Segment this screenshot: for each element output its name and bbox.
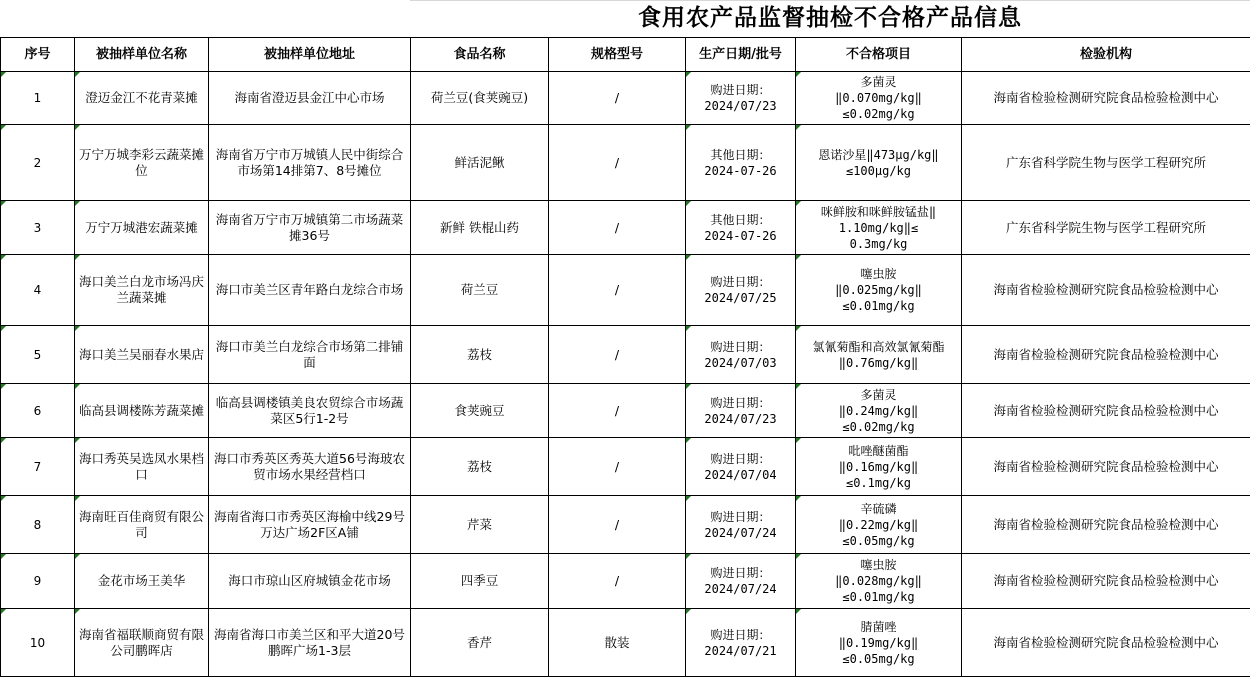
cell-comment-marker xyxy=(1,255,6,260)
cell-unit-name: 海口秀英吴选凤水果档口 xyxy=(75,438,209,496)
header-food-name: 食品名称 xyxy=(411,38,549,72)
cell-date: 购进日期： 2024/07/24 xyxy=(686,554,796,609)
cell-comment-marker xyxy=(686,438,691,443)
cell-unit-name: 澄迈金江不花青菜摊 xyxy=(75,72,209,125)
cell-unit-addr: 海南省万宁市万城镇人民中街综合市场第14排第7、8号摊位 xyxy=(209,125,411,201)
cell-spec: 散装 xyxy=(549,609,686,677)
cell-unit-addr: 海口市美兰白龙综合市场第二排铺面 xyxy=(209,326,411,384)
cell-org: 海南省检验检测研究院食品检验检测中心 xyxy=(962,255,1250,326)
cell-item: 多菌灵 ‖0.24mg/kg‖ ≤0.02mg/kg xyxy=(796,384,962,438)
cell-unit-name: 海南省福联顺商贸有限公司鹏晖店 xyxy=(75,609,209,677)
header-item: 不合格项目 xyxy=(796,38,962,72)
cell-comment-marker xyxy=(796,326,801,331)
cell-org: 广东省科学院生物与医学工程研究所 xyxy=(962,125,1250,201)
cell-org: 海南省检验检测研究院食品检验检测中心 xyxy=(962,438,1250,496)
cell-comment-marker xyxy=(796,438,801,443)
cell-food-name: 荷兰豆(食荚豌豆) xyxy=(411,72,549,125)
cell-item: 噻虫胺 ‖0.028mg/kg‖ ≤0.01mg/kg xyxy=(796,554,962,609)
cell-spec: / xyxy=(549,326,686,384)
cell-item: 恩诺沙星‖473μg/kg‖ ≤100μg/kg xyxy=(796,125,962,201)
cell-comment-marker xyxy=(1,125,6,130)
cell-comment-marker xyxy=(1,554,6,559)
cell-unit-addr: 海南省澄迈县金江中心市场 xyxy=(209,72,411,125)
cell-unit-addr: 海口市秀英区秀英大道56号海玻农贸市场水果经营档口 xyxy=(209,438,411,496)
cell-comment-marker xyxy=(75,72,80,77)
cell-food-name: 鲜活泥鳅 xyxy=(411,125,549,201)
cell-item: 氯氰菊酯和高效氯氰菊酯 ‖0.76mg/kg‖ xyxy=(796,326,962,384)
header-date: 生产日期/批号 xyxy=(686,38,796,72)
cell-org: 海南省检验检测研究院食品检验检测中心 xyxy=(962,609,1250,677)
table-row xyxy=(1,384,1250,438)
cell-comment-marker xyxy=(1,496,6,501)
cell-comment-marker xyxy=(1,384,6,389)
cell-date: 购进日期： 2024/07/23 xyxy=(686,384,796,438)
cell-comment-marker xyxy=(75,554,80,559)
cell-seq: 7 xyxy=(1,438,75,496)
cell-seq: 3 xyxy=(1,201,75,255)
table-row xyxy=(1,438,1250,496)
cell-food-name: 荔枝 xyxy=(411,326,549,384)
cell-food-name: 四季豆 xyxy=(411,554,549,609)
cell-comment-marker xyxy=(1,326,6,331)
cell-food-name: 荔枝 xyxy=(411,438,549,496)
cell-seq: 10 xyxy=(1,609,75,677)
table-row xyxy=(1,326,1250,384)
cell-item: 咪鲜胺和咪鲜胺锰盐‖ 1.10mg/kg‖≤ 0.3mg/kg xyxy=(796,201,962,255)
cell-unit-addr: 海口市美兰区青年路白龙综合市场 xyxy=(209,255,411,326)
cell-spec: / xyxy=(549,255,686,326)
cell-comment-marker xyxy=(1,201,6,206)
header-spec: 规格型号 xyxy=(549,38,686,72)
table-row xyxy=(1,125,1250,201)
cell-unit-addr: 海南省海口市秀英区海榆中线29号万达广场2F区A铺 xyxy=(209,496,411,554)
table-row xyxy=(1,255,1250,326)
table-row xyxy=(1,496,1250,554)
cell-comment-marker xyxy=(75,255,80,260)
cell-comment-marker xyxy=(686,384,691,389)
cell-unit-name: 海南旺百佳商贸有限公司 xyxy=(75,496,209,554)
header-org: 检验机构 xyxy=(962,38,1250,72)
cell-comment-marker xyxy=(75,201,80,206)
header-unit-addr: 被抽样单位地址 xyxy=(209,38,411,72)
cell-comment-marker xyxy=(75,438,80,443)
cell-food-name: 芹菜 xyxy=(411,496,549,554)
cell-date: 购进日期： 2024/07/03 xyxy=(686,326,796,384)
table-row xyxy=(1,201,1250,255)
cell-comment-marker xyxy=(686,609,691,614)
cell-food-name: 新鲜 铁棍山药 xyxy=(411,201,549,255)
cell-comment-marker xyxy=(686,125,691,130)
page-title: 食用农产品监督抽检不合格产品信息 xyxy=(638,5,1022,31)
cell-item: 辛硫磷 ‖0.22mg/kg‖ ≤0.05mg/kg xyxy=(796,496,962,554)
cell-spec: / xyxy=(549,125,686,201)
cell-unit-addr: 海南省海口市美兰区和平大道20号鹏晖广场1-3层 xyxy=(209,609,411,677)
cell-item: 噻虫胺 ‖0.025mg/kg‖ ≤0.01mg/kg xyxy=(796,255,962,326)
cell-date: 购进日期： 2024/07/24 xyxy=(686,496,796,554)
cell-unit-addr: 海南省万宁市万城镇第二市场蔬菜摊36号 xyxy=(209,201,411,255)
cell-date: 其他日期： 2024-07-26 xyxy=(686,125,796,201)
cell-unit-name: 临高县调楼陈芳蔬菜摊 xyxy=(75,384,209,438)
cell-food-name: 食荚豌豆 xyxy=(411,384,549,438)
cell-comment-marker xyxy=(796,554,801,559)
cell-org: 海南省检验检测研究院食品检验检测中心 xyxy=(962,384,1250,438)
cell-comment-marker xyxy=(75,384,80,389)
cell-unit-name: 万宁万城港宏蔬菜摊 xyxy=(75,201,209,255)
cell-comment-marker xyxy=(75,326,80,331)
cell-comment-marker xyxy=(75,125,80,130)
cell-comment-marker xyxy=(686,201,691,206)
table-row xyxy=(1,609,1250,677)
cell-seq: 6 xyxy=(1,384,75,438)
cell-food-name: 香芹 xyxy=(411,609,549,677)
cell-org: 海南省检验检测研究院食品检验检测中心 xyxy=(962,326,1250,384)
cell-org: 海南省检验检测研究院食品检验检测中心 xyxy=(962,496,1250,554)
cell-date: 其他日期： 2024-07-26 xyxy=(686,201,796,255)
header-seq: 序号 xyxy=(1,38,75,72)
cell-item: 腈菌唑 ‖0.19mg/kg‖ ≤0.05mg/kg xyxy=(796,609,962,677)
cell-comment-marker xyxy=(796,72,801,77)
cell-comment-marker xyxy=(686,326,691,331)
cell-item: 吡唑醚菌酯 ‖0.16mg/kg‖ ≤0.1mg/kg xyxy=(796,438,962,496)
cell-date: 购进日期： 2024/07/25 xyxy=(686,255,796,326)
cell-unit-name: 海口美兰白龙市场冯庆兰蔬菜摊 xyxy=(75,255,209,326)
cell-comment-marker xyxy=(796,125,801,130)
cell-spec: / xyxy=(549,554,686,609)
cell-unit-addr: 临高县调楼镇美良农贸综合市场蔬菜区5行1-2号 xyxy=(209,384,411,438)
cell-comment-marker xyxy=(796,255,801,260)
cell-seq: 1 xyxy=(1,72,75,125)
cell-unit-name: 海口美兰吴丽春水果店 xyxy=(75,326,209,384)
cell-unit-name: 万宁万城李彩云蔬菜摊位 xyxy=(75,125,209,201)
cell-unit-name: 金花市场王美华 xyxy=(75,554,209,609)
cell-comment-marker xyxy=(75,609,80,614)
cell-date: 购进日期： 2024/07/04 xyxy=(686,438,796,496)
cell-spec: / xyxy=(549,384,686,438)
cell-item: 多菌灵 ‖0.070mg/kg‖ ≤0.02mg/kg xyxy=(796,72,962,125)
cell-comment-marker xyxy=(1,609,6,614)
cell-spec: / xyxy=(549,201,686,255)
cell-unit-addr: 海口市琼山区府城镇金花市场 xyxy=(209,554,411,609)
table-row xyxy=(1,554,1250,609)
cell-comment-marker xyxy=(75,496,80,501)
cell-comment-marker xyxy=(1,438,6,443)
cell-seq: 4 xyxy=(1,255,75,326)
table-row xyxy=(1,72,1250,125)
cell-comment-marker xyxy=(796,609,801,614)
cell-date: 购进日期： 2024/07/21 xyxy=(686,609,796,677)
cell-org: 海南省检验检测研究院食品检验检测中心 xyxy=(962,554,1250,609)
cell-comment-marker xyxy=(686,496,691,501)
cell-comment-marker xyxy=(686,72,691,77)
cell-spec: / xyxy=(549,438,686,496)
cell-seq: 8 xyxy=(1,496,75,554)
cell-comment-marker xyxy=(1,72,6,77)
cell-food-name: 荷兰豆 xyxy=(411,255,549,326)
cell-comment-marker xyxy=(686,554,691,559)
cell-comment-marker xyxy=(796,201,801,206)
cell-spec: / xyxy=(549,496,686,554)
cell-seq: 2 xyxy=(1,125,75,201)
cell-org: 广东省科学院生物与医学工程研究所 xyxy=(962,201,1250,255)
cell-comment-marker xyxy=(796,496,801,501)
header-unit-name: 被抽样单位名称 xyxy=(75,38,209,72)
cell-comment-marker xyxy=(686,255,691,260)
cell-org: 海南省检验检测研究院食品检验检测中心 xyxy=(962,72,1250,125)
cell-spec: / xyxy=(549,72,686,125)
cell-comment-marker xyxy=(796,384,801,389)
cell-date: 购进日期： 2024/07/23 xyxy=(686,72,796,125)
cell-seq: 5 xyxy=(1,326,75,384)
cell-seq: 9 xyxy=(1,554,75,609)
header-row xyxy=(1,38,1250,72)
results-table xyxy=(0,37,1250,677)
